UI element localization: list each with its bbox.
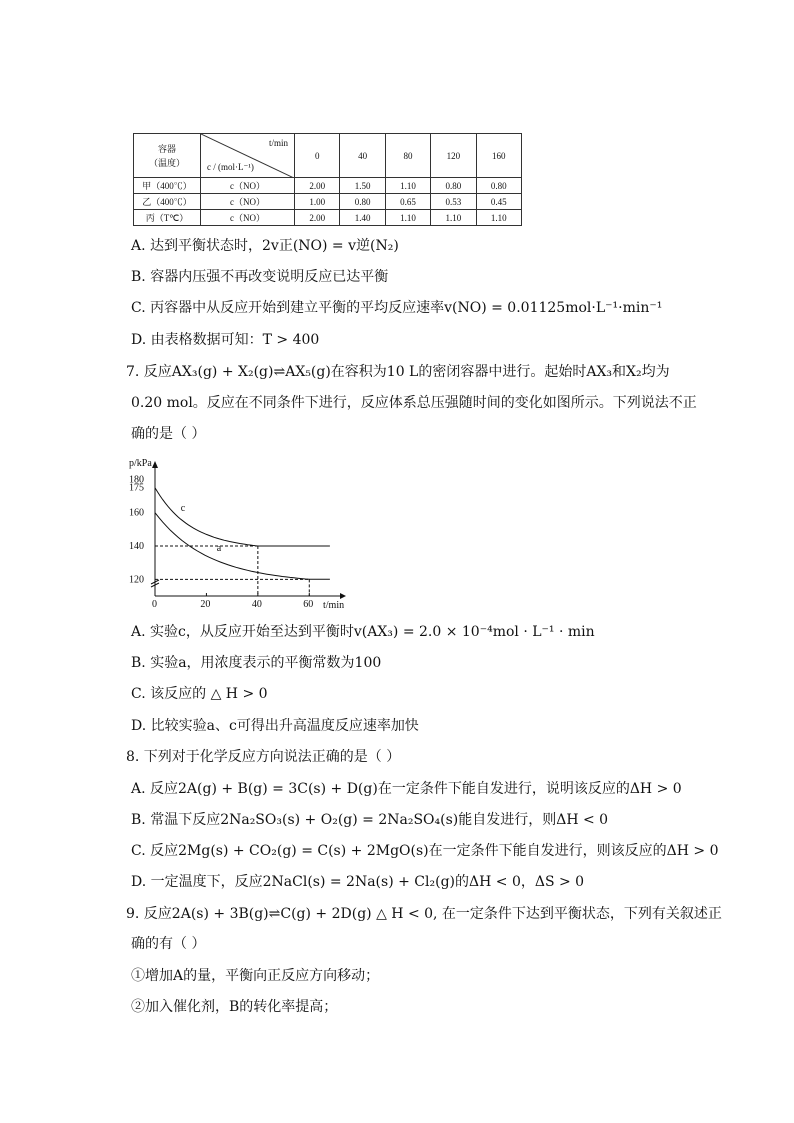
x-axis-arrow [340, 593, 346, 599]
concentration-unit-label: c / (mol·L⁻¹) [207, 162, 254, 172]
series-label-c: c [180, 503, 186, 514]
value-cell: 0.45 [476, 194, 521, 210]
x-axis-label: t/min [323, 600, 345, 611]
value-cell: 0.80 [431, 178, 476, 194]
value-cell: 0.80 [476, 178, 521, 194]
time-header: 120 [431, 134, 476, 178]
q8-stem: 8. 下列对于化学反应方向说法正确的是（ ） [126, 749, 401, 765]
concentration-table [133, 133, 522, 226]
y-tick-label: 120 [129, 574, 144, 586]
time-header: 160 [476, 134, 521, 178]
species-cell: c（NO） [201, 210, 295, 226]
q7-option-d: D. 比较实验a、c可得出升高温度反应速率加快 [131, 718, 419, 734]
q7-stem-line3: 确的是（ ） [131, 426, 206, 442]
value-cell: 0.80 [340, 194, 385, 210]
value-cell: 1.10 [385, 178, 430, 194]
q9-stem-line2: 确的有（ ） [131, 936, 206, 952]
value-cell: 1.50 [340, 178, 385, 194]
time-header: 0 [295, 134, 340, 178]
q7-stem-line1: 7. 反应AX₃(g) + X₂(g)⇌AX₅(g)在容积为10 L的密闭容器中进行。起始时AX₃和X₂均为 [126, 364, 670, 380]
y-tick-label: 140 [129, 541, 144, 552]
species-cell: c（NO） [201, 178, 295, 194]
y-tick-label: 160 [129, 507, 144, 519]
x-tick-label: 0 [152, 599, 157, 610]
chart-layer [129, 458, 346, 611]
value-cell: 0.53 [431, 194, 476, 210]
time-unit-label: t/min [268, 138, 288, 148]
container-label: 容器 [157, 143, 176, 154]
table-row [134, 194, 522, 210]
q9-item-1: ①增加A的量，平衡向正反应方向移动； [131, 968, 380, 984]
table-corner-diagonal [201, 134, 295, 178]
value-cell: 0.65 [385, 194, 430, 210]
value-cell: 1.00 [295, 194, 340, 210]
value-cell: 2.00 [295, 178, 340, 194]
species-cell: c（NO） [201, 194, 295, 210]
q6-option-d: D. 由表格数据可知：T > 400 [131, 332, 320, 348]
value-cell: 1.40 [340, 210, 385, 226]
q7-option-b: B. 实验a，用浓度表示的平衡常数为100 [131, 655, 382, 671]
pressure-time-chart [125, 456, 350, 614]
y-tick-label: 180 [129, 474, 144, 486]
value-cell: 1.10 [385, 210, 430, 226]
y-axis-arrow [152, 461, 158, 468]
q9-stem-line1: 9. 反应2A(s) + 3B(g)⇌C(g) + 2D(g) △ H < 0, 在一定条件下达到平衡状态，下列有关叙述正 [126, 906, 722, 922]
table-corner-left [134, 134, 201, 178]
temperature-label: （温度） [148, 157, 185, 168]
q8-option-a: A. 反应2A(g) + B(g) = 3C(s) + D(g)在一定条件下能自发进行，说明该反应的ΔH > 0 [131, 781, 682, 797]
q9-item-2: ②加入催化剂，B的转化率提高； [131, 999, 338, 1015]
q6-option-c: C. 丙容器中从反应开始到建立平衡的平均反应速率v(NO) = 0.01125mol·L⁻¹·min⁻¹ [131, 300, 663, 316]
table-header-row [134, 134, 522, 178]
time-header: 80 [385, 134, 430, 178]
series-curve-c [155, 488, 330, 546]
q7-option-a: A. 实验c，从反应开始至达到平衡时v(AX₃) = 2.0 × 10⁻⁴mol · L⁻¹ · min [131, 624, 595, 640]
q7-stem-line2: 0.20 mol。反应在不同条件下进行，反应体系总压强随时间的变化如图所示。下列说法不正 [131, 395, 697, 411]
container-cell: 丙（T℃） [134, 210, 201, 226]
y-axis-label: p/kPa [129, 458, 152, 469]
q8-option-d: D. 一定温度下，反应2NaCl(s) = 2Na(s) + Cl₂(g)的ΔH < 0，ΔS > 0 [131, 874, 585, 890]
x-tick-label: 40 [251, 599, 262, 610]
container-cell: 乙（400℃） [134, 194, 201, 210]
q8-option-b: B. 常温下反应2Na₂SO₃(s) + O₂(g) = 2Na₂SO₄(s)能自发进行，则ΔH < 0 [131, 812, 609, 828]
x-tick-label: 60 [303, 599, 314, 610]
x-tick-label: 20 [200, 599, 211, 610]
q8-option-c: C. 反应2Mg(s) + CO₂(g) = C(s) + 2MgO(s)在一定条件下能自发进行，则该反应的ΔH > 0 [131, 843, 719, 859]
q6-option-b: B. 容器内压强不再改变说明反应已达平衡 [131, 269, 389, 285]
value-cell: 2.00 [295, 210, 340, 226]
value-cell: 1.10 [476, 210, 521, 226]
time-header: 40 [340, 134, 385, 178]
table-row [134, 210, 522, 226]
value-cell: 1.10 [431, 210, 476, 226]
series-label-a: a [216, 543, 222, 554]
q7-option-c: C. 该反应的 △ H > 0 [131, 686, 268, 702]
q6-option-a: A. 达到平衡状态时，2v正(NO) = v逆(N₂) [131, 238, 399, 254]
table-row [134, 178, 522, 194]
y-tick-label: 175 [129, 482, 144, 494]
container-cell: 甲（400℃） [134, 178, 201, 194]
